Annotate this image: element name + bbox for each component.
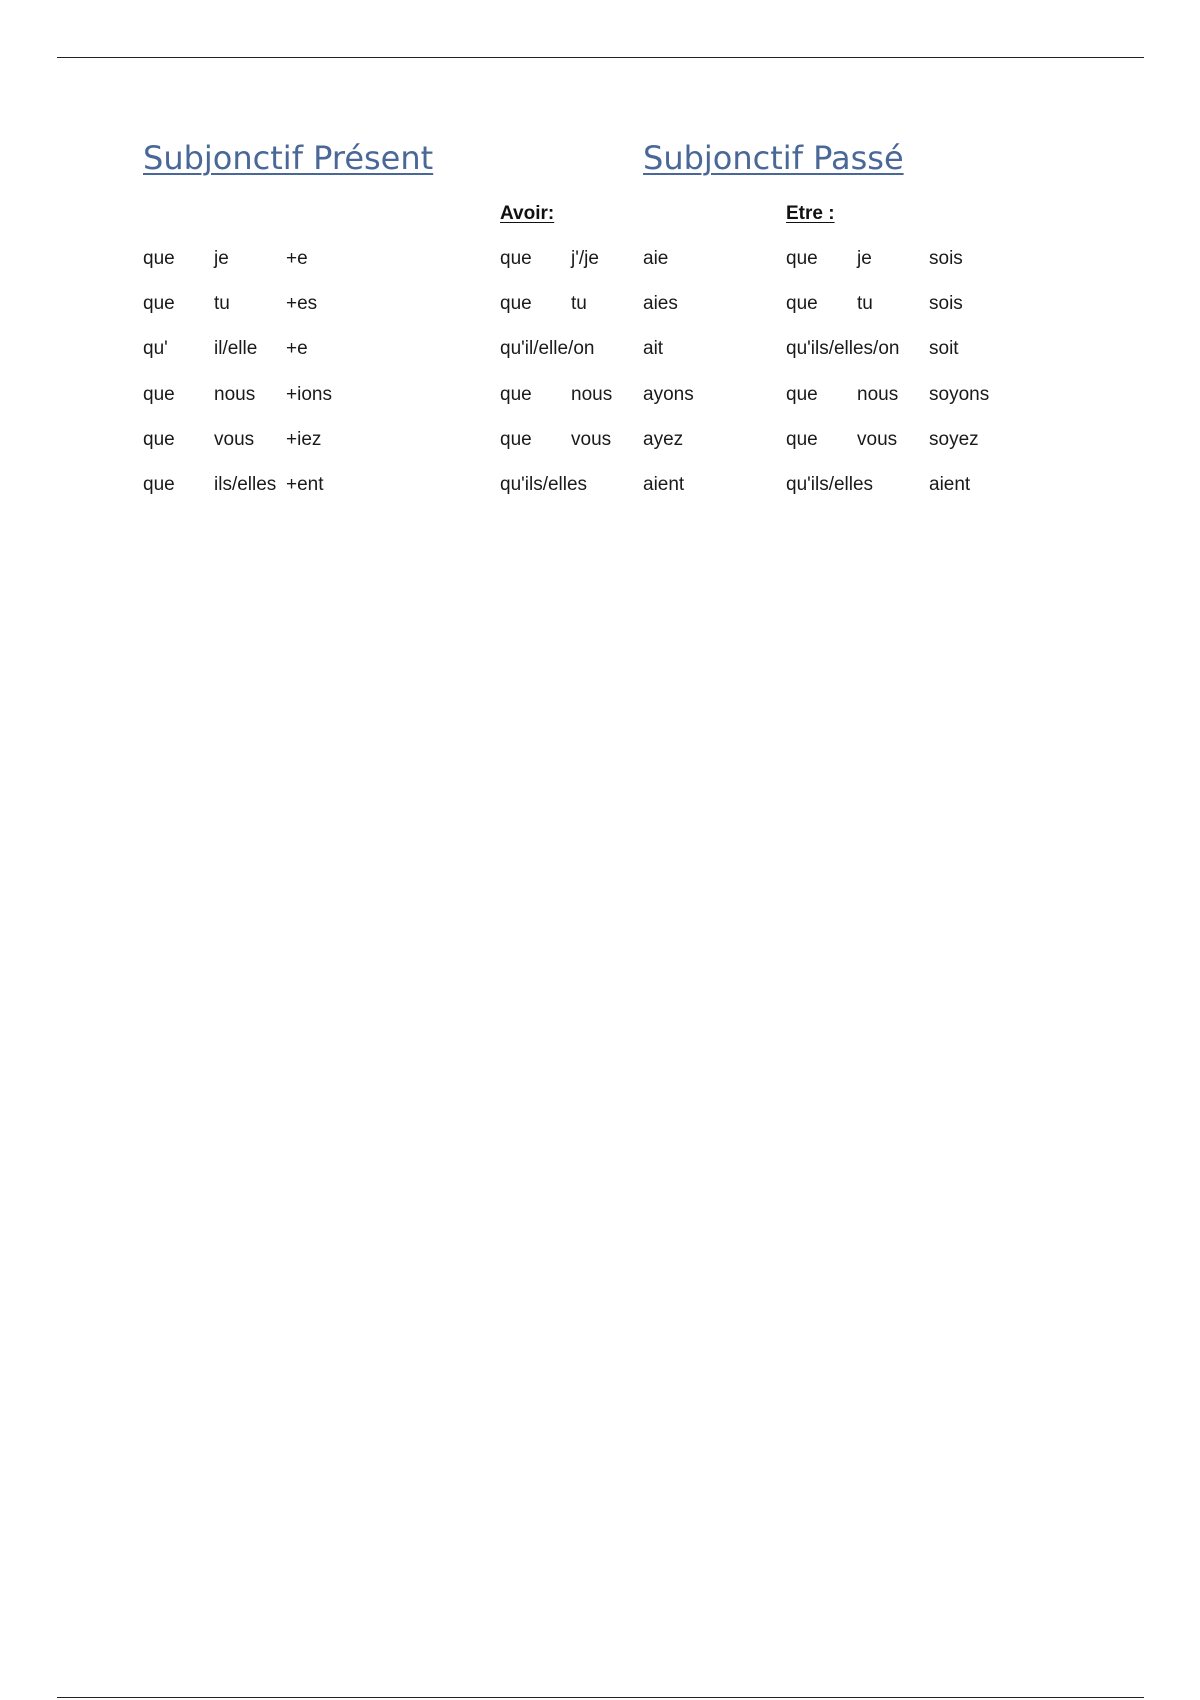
auxiliary-form: aient — [643, 473, 685, 495]
conjunction: que — [786, 428, 818, 450]
pronoun: ils/elles — [214, 473, 277, 495]
conjunction: que — [143, 383, 175, 405]
footer-rule — [57, 1697, 1144, 1698]
conjunction: que — [143, 473, 175, 495]
conjunction: que — [500, 383, 532, 405]
pronoun: vous — [571, 428, 612, 450]
conjunction: que — [786, 293, 818, 315]
pronoun: je — [857, 248, 872, 269]
pronoun: nous — [857, 383, 899, 405]
pronoun: tu — [571, 293, 587, 315]
ending: +es — [286, 293, 318, 315]
ending: +iez — [286, 428, 322, 450]
auxiliary-form: aient — [929, 473, 971, 495]
auxiliary-form: aie — [643, 248, 669, 269]
conjunction: que — [143, 293, 175, 315]
conjunction: qu'ils/elles/on — [786, 338, 900, 360]
ending: +e — [286, 338, 308, 360]
subjonctif-present-heading: Subjonctif Présent — [143, 139, 434, 177]
header-rule — [57, 57, 1144, 58]
ending: +e — [286, 248, 308, 269]
conjunction: que — [143, 248, 175, 269]
auxiliary-form: ait — [643, 338, 664, 360]
avoir-label: Avoir: — [500, 203, 555, 224]
pronoun: nous — [214, 383, 256, 405]
pronoun: j'/je — [571, 248, 599, 269]
conjunction: que — [786, 248, 818, 269]
auxiliary-form: soyons — [929, 383, 990, 405]
auxiliary-form: sois — [929, 293, 963, 315]
conjunction: que — [786, 383, 818, 405]
auxiliary-form: sois — [929, 248, 963, 269]
pronoun: vous — [214, 428, 255, 450]
conjunction: que — [500, 428, 532, 450]
etre-label: Etre : — [786, 203, 835, 224]
pronoun: vous — [857, 428, 898, 450]
conjunction: que — [500, 293, 532, 315]
conjunction: qu'ils/elles — [786, 473, 874, 495]
pronoun: je — [214, 248, 229, 269]
auxiliary-form: soyez — [929, 428, 979, 450]
ending: +ions — [286, 383, 332, 405]
auxiliary-form: ayons — [643, 383, 694, 405]
pronoun: nous — [571, 383, 613, 405]
conjunction: qu'ils/elles — [500, 473, 588, 495]
pronoun: tu — [214, 293, 230, 315]
conjunction: que — [143, 428, 175, 450]
auxiliary-form: ayez — [643, 428, 684, 450]
auxiliary-form: soit — [929, 338, 959, 360]
conjunction: que — [500, 248, 532, 269]
auxiliary-form: aies — [643, 293, 678, 315]
conjunction: qu' — [143, 338, 168, 360]
pronoun: tu — [857, 293, 873, 315]
conjunction: qu'il/elle/on — [500, 338, 595, 360]
subjonctif-passe-heading: Subjonctif Passé — [643, 139, 904, 177]
ending: +ent — [286, 473, 324, 495]
pronoun: il/elle — [214, 338, 258, 360]
